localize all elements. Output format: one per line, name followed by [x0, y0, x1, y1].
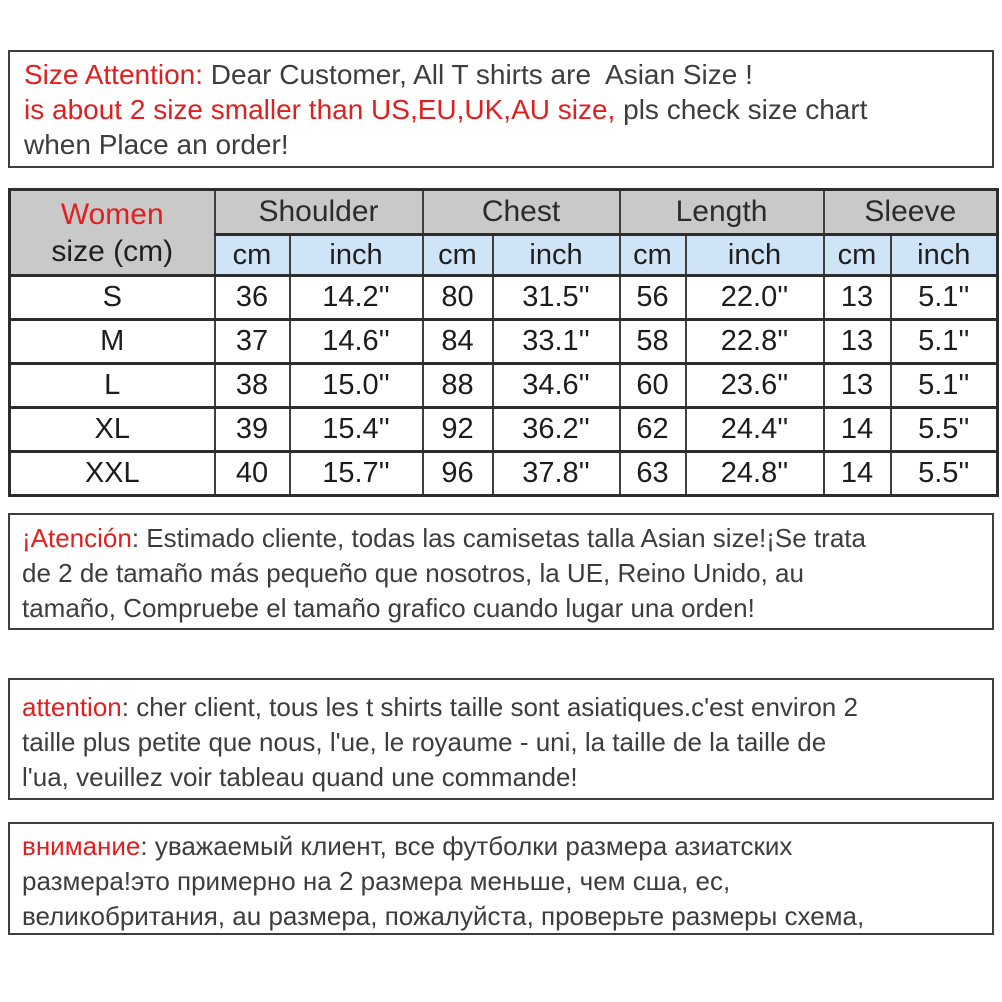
table-group-header-row	[10, 190, 998, 235]
shoulder-cm: 36	[215, 276, 290, 320]
sleeve-inch: 5.5''	[891, 408, 998, 452]
chest-cm: 80	[423, 276, 493, 320]
length-inch: 24.4''	[686, 408, 824, 452]
table-row-xxl	[10, 452, 998, 496]
table-row-xl	[10, 408, 998, 452]
chest-inch: 36.2''	[493, 408, 620, 452]
notice-text: tamaño, Compruebe el tamaño grafico cuando lugar una orden!	[22, 593, 755, 623]
length-cm: 58	[620, 320, 686, 364]
chest-inch: 37.8''	[493, 452, 620, 496]
notice-lead-spanish: ¡Atención	[22, 523, 132, 553]
notice-highlight: is about 2 size smaller than US,EU,UK,AU size,	[24, 94, 616, 125]
group-header-shoulder: Shoulder	[215, 190, 423, 235]
unit-header-inch: inch	[493, 235, 620, 276]
table-row-s	[10, 276, 998, 320]
group-header-length: Length	[620, 190, 824, 235]
chest-cm: 92	[423, 408, 493, 452]
size-label: XL	[10, 408, 215, 452]
notice-text: de 2 de tamaño más pequeño que nosotros, la UE, Reino Unido, au	[22, 558, 804, 588]
shoulder-inch: 14.6''	[290, 320, 423, 364]
attention-notice-spanish	[8, 513, 994, 630]
corner-header-cell	[10, 190, 215, 276]
size-label: M	[10, 320, 215, 364]
women-size-table	[8, 188, 999, 497]
sleeve-inch: 5.1''	[891, 364, 998, 408]
notice-text: Dear Customer, All T shirts are Asian Size !	[203, 59, 753, 90]
sleeve-inch: 5.1''	[891, 276, 998, 320]
unit-header-cm: cm	[423, 235, 493, 276]
corner-label-women: Women	[60, 197, 164, 231]
unit-header-inch: inch	[891, 235, 998, 276]
table-row-m	[10, 320, 998, 364]
size-table-container	[8, 188, 999, 497]
chest-cm: 84	[423, 320, 493, 364]
shoulder-inch: 15.7''	[290, 452, 423, 496]
notice-lead-french: attention	[22, 692, 122, 722]
sleeve-cm: 14	[824, 408, 891, 452]
size-label: XXL	[10, 452, 215, 496]
notice-text: : уважаемый клиент, все футболки размера азиатских	[140, 831, 793, 861]
sleeve-cm: 13	[824, 276, 891, 320]
notice-text: pls check size chart	[615, 94, 868, 125]
shoulder-cm: 39	[215, 408, 290, 452]
length-cm: 63	[620, 452, 686, 496]
group-header-chest: Chest	[423, 190, 620, 235]
notice-text: taille plus petite que nous, l'ue, le royaume - uni, la taille de la taille de	[22, 727, 827, 757]
chest-inch: 33.1''	[493, 320, 620, 364]
shoulder-cm: 40	[215, 452, 290, 496]
table-row-l	[10, 364, 998, 408]
length-inch: 24.8''	[686, 452, 824, 496]
chest-cm: 96	[423, 452, 493, 496]
sleeve-cm: 14	[824, 452, 891, 496]
length-inch: 23.6''	[686, 364, 824, 408]
sleeve-inch: 5.1''	[891, 320, 998, 364]
notice-text: l'ua, veuillez voir tableau quand une commande!	[22, 762, 578, 792]
notice-text: : Estimado cliente, todas las camisetas talla Asian size!¡Se trata	[131, 523, 866, 553]
sleeve-inch: 5.5''	[891, 452, 998, 496]
notice-lead-english: Size Attention:	[24, 59, 204, 90]
size-label: S	[10, 276, 215, 320]
chest-inch: 31.5''	[493, 276, 620, 320]
chest-inch: 34.6''	[493, 364, 620, 408]
unit-header-inch: inch	[686, 235, 824, 276]
size-attention-notice-english	[8, 50, 994, 168]
unit-header-cm: cm	[215, 235, 290, 276]
notice-text: : cher client, tous les t shirts taille sont asiatiques.c'est environ 2	[121, 692, 858, 722]
unit-header-cm: cm	[620, 235, 686, 276]
length-inch: 22.8''	[686, 320, 824, 364]
length-cm: 60	[620, 364, 686, 408]
notice-text: размера!это примерно на 2 размера меньше, чем сша, ес,	[22, 866, 731, 896]
length-cm: 56	[620, 276, 686, 320]
length-cm: 62	[620, 408, 686, 452]
shoulder-cm: 38	[215, 364, 290, 408]
chest-cm: 88	[423, 364, 493, 408]
attention-notice-russian	[8, 822, 994, 935]
sleeve-cm: 13	[824, 364, 891, 408]
corner-label-unit: size (cm)	[51, 234, 174, 268]
attention-notice-french	[8, 678, 994, 800]
notice-text: when Place an order!	[24, 129, 289, 160]
notice-lead-russian: внимание	[22, 831, 141, 861]
sleeve-cm: 13	[824, 320, 891, 364]
unit-header-cm: cm	[824, 235, 891, 276]
shoulder-inch: 15.0''	[290, 364, 423, 408]
notice-text: великобритания, au размера, пожалуйста, проверьте размеры схема,	[22, 901, 865, 931]
shoulder-cm: 37	[215, 320, 290, 364]
unit-header-inch: inch	[290, 235, 423, 276]
group-header-sleeve: Sleeve	[824, 190, 998, 235]
length-inch: 22.0''	[686, 276, 824, 320]
size-label: L	[10, 364, 215, 408]
shoulder-inch: 15.4''	[290, 408, 423, 452]
shoulder-inch: 14.2''	[290, 276, 423, 320]
